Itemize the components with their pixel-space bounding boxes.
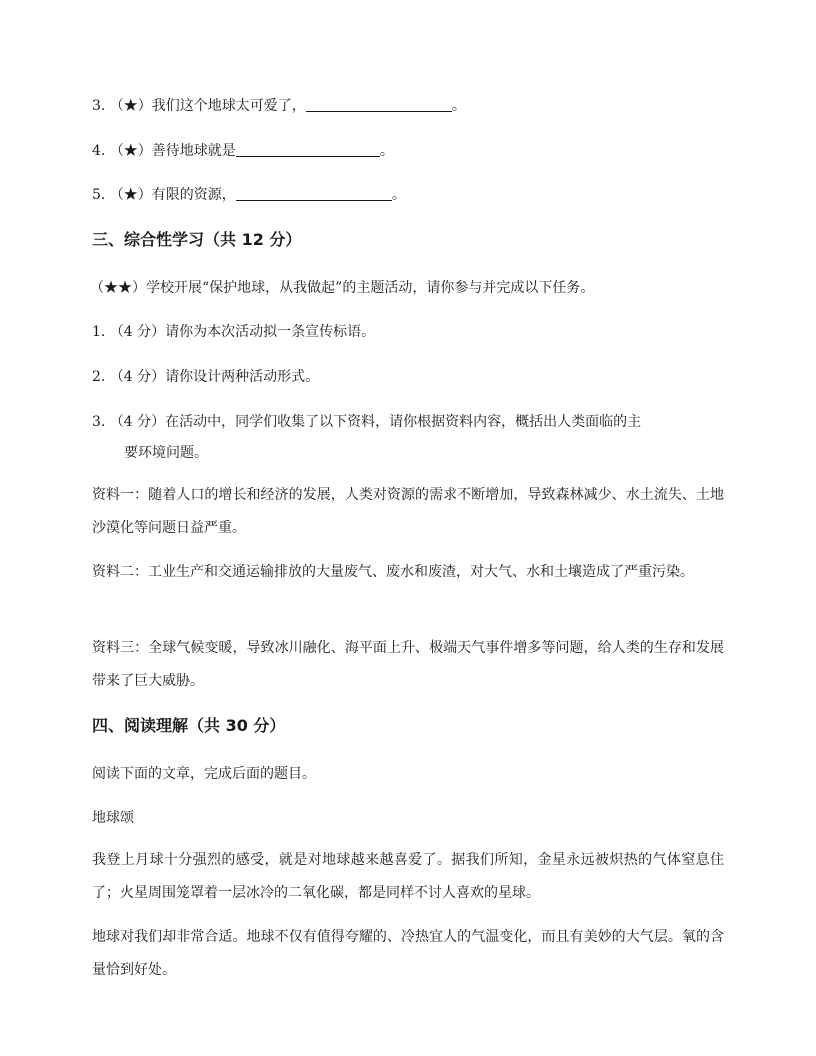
question-5	[92, 185, 406, 205]
question-3	[92, 96, 466, 116]
question-3-text: 3. （★）我们这个地球太可爱了，	[92, 98, 306, 114]
section-4-heading: 四、阅读理解（共 30 分）	[92, 716, 286, 735]
question-3-end: 。	[451, 98, 466, 114]
section-4-instruction: 阅读下面的文章，完成后面的题目。	[92, 766, 316, 782]
article-title: 地球颂	[92, 810, 134, 826]
section-3-intro: （★★）学校开展“保护地球，从我做起”的主题活动，请你参与并完成以下任务。	[90, 280, 595, 296]
question-4-text: 4. （★）善待地球就是	[92, 143, 236, 159]
material-3: 资料三：全球气候变暖，导致冰川融化、海平面上升、极端天气事件增多等问题，给人类的生存和发展带来了巨大威胁。	[92, 640, 724, 689]
question-4-end: 。	[379, 143, 394, 159]
answer-blank-5[interactable]	[236, 186, 392, 201]
answer-blank-3[interactable]	[306, 97, 452, 112]
question-5-text: 5. （★）有限的资源，	[92, 187, 236, 203]
section-3-question-3: 3. （4 分）在活动中，同学们收集了以下资料，请你根据资料内容，概括出人类面临的主	[92, 414, 642, 430]
section-3-question-3-cont: 要环境问题。	[124, 445, 208, 461]
article-paragraph-1: 我登上月球十分强烈的感受，就是对地球越来越喜爱了。据我们所知，金星永远被炽热的气体窒息住了；火星周围笼罩着一层冰冷的二氧化碳，都是同样不讨人喜欢的星球。	[92, 852, 724, 901]
section-3-question-1: 1. （4 分）请你为本次活动拟一条宣传标语。	[92, 324, 376, 340]
question-5-end: 。	[391, 187, 406, 203]
material-2: 资料二：工业生产和交通运输排放的大量废气、废水和废渣，对大气、水和土壤造成了严重污染。	[92, 564, 694, 580]
section-3-heading: 三、综合性学习（共 12 分）	[92, 230, 302, 249]
question-4	[92, 141, 394, 161]
answer-blank-4[interactable]	[236, 142, 380, 157]
material-1: 资料一：随着人口的增长和经济的发展，人类对资源的需求不断增加，导致森林减少、水土流失、土地沙漠化等问题日益严重。	[92, 487, 724, 536]
article-paragraph-2: 地球对我们却非常合适。地球不仅有值得夸耀的、冷热宜人的气温变化，而且有美妙的大气层。氧的含量恰到好处。	[92, 929, 724, 978]
section-3-question-2: 2. （4 分）请你设计两种活动形式。	[92, 369, 320, 385]
